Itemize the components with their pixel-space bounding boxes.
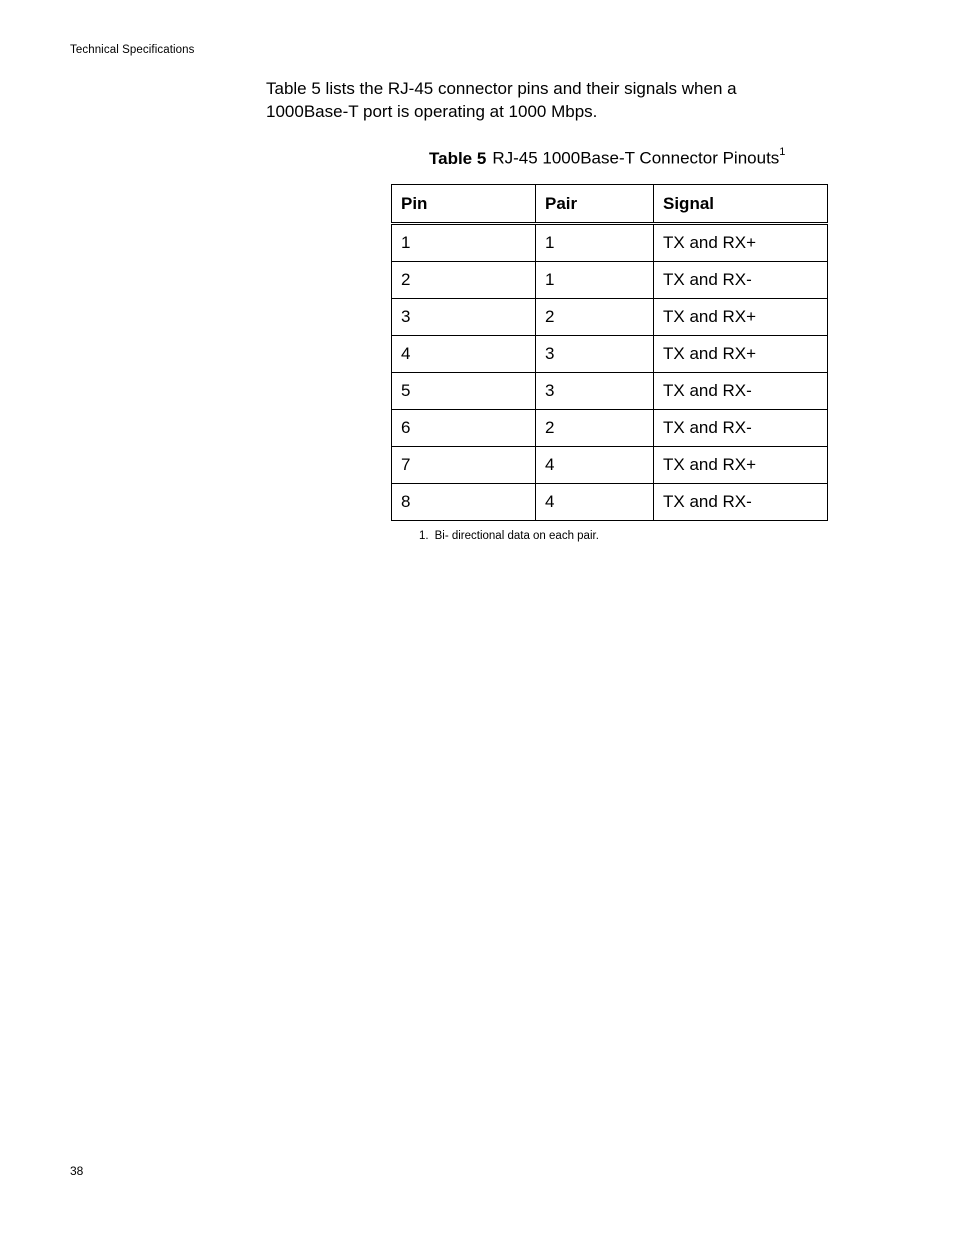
pin-cell: 2 — [392, 262, 536, 299]
table-row — [392, 299, 828, 336]
table-footnote — [419, 530, 599, 542]
footnote-text: Bi- directional data on each pair. — [434, 530, 599, 542]
pair-cell: 3 — [536, 336, 654, 373]
pair-cell: 1 — [536, 262, 654, 299]
table-row — [392, 336, 828, 373]
page-number: 38 — [70, 1164, 84, 1178]
table-row — [392, 410, 828, 447]
pair-cell: 4 — [536, 447, 654, 484]
signal-cell: TX and RX- — [654, 262, 828, 299]
table-row — [392, 224, 828, 262]
table-row — [392, 484, 828, 521]
table-row — [392, 373, 828, 410]
pin-cell: 4 — [392, 336, 536, 373]
pin-cell: 8 — [392, 484, 536, 521]
pin-cell: 1 — [392, 224, 536, 262]
column-header-pair: Pair — [536, 185, 654, 224]
running-head: Technical Specifications — [70, 44, 195, 56]
pair-cell: 2 — [536, 299, 654, 336]
table-row — [392, 262, 828, 299]
column-header-signal: Signal — [654, 185, 828, 224]
pin-cell: 3 — [392, 299, 536, 336]
pair-cell: 2 — [536, 410, 654, 447]
table-header-row — [392, 185, 828, 224]
pin-cell: 5 — [392, 373, 536, 410]
pair-cell: 1 — [536, 224, 654, 262]
pinouts-table — [391, 184, 828, 521]
table-caption-title: RJ-45 1000Base-T Connector Pinouts — [492, 148, 780, 168]
signal-cell: TX and RX- — [654, 484, 828, 521]
intro-paragraph: Table 5 lists the RJ-45 connector pins and their signals when a 1000Base-T port is operating at 1000 Mbps. — [266, 79, 737, 121]
pair-cell: 4 — [536, 484, 654, 521]
table-caption-label: Table 5 — [429, 148, 487, 168]
column-header-pin: Pin — [392, 185, 536, 224]
table-row — [392, 447, 828, 484]
signal-cell: TX and RX+ — [654, 224, 828, 262]
pin-cell: 7 — [392, 447, 536, 484]
signal-cell: TX and RX+ — [654, 336, 828, 373]
footnote-number: 1. — [419, 530, 429, 542]
table-caption — [429, 148, 785, 169]
pin-cell: 6 — [392, 410, 536, 447]
pair-cell: 3 — [536, 373, 654, 410]
footnote-reference: 1 — [779, 146, 786, 158]
signal-cell: TX and RX- — [654, 410, 828, 447]
signal-cell: TX and RX+ — [654, 447, 828, 484]
signal-cell: TX and RX- — [654, 373, 828, 410]
signal-cell: TX and RX+ — [654, 299, 828, 336]
